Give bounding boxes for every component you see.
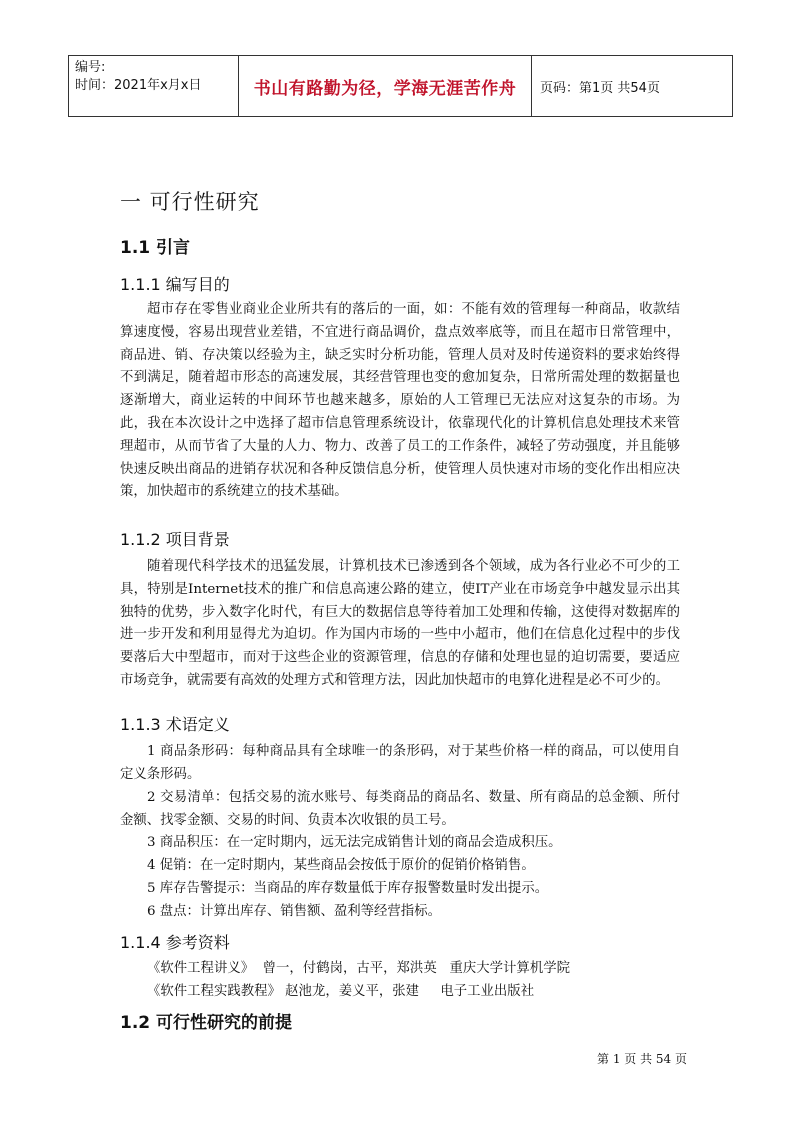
term-item: 1 商品条形码：每种商品具有全球唯一的条形码，对于某些价格一样的商品，可以使用自定义条形码。 xyxy=(120,744,680,782)
header-page-cell xyxy=(532,56,732,116)
chapter-title: 一 可行性研究 xyxy=(120,190,260,214)
subsection-heading-background: 1.1.2 项目背景 xyxy=(120,530,230,549)
paragraph-background: 随着现代科学技术的迅猛发展，计算机技术已渗透到各个领域，成为各行业必不可少的工具，特别是Internet技术的推广和信息高速公路的建立，使IT产业在市场竞争中越发显示出其独特的优势，步入数字化时代，有巨大的数据信息等待着加工处理和传输，这使得对数据库的进一步开发和利用显得尤为迫切。作为国内市场的一些中小超市，他们在信息化过程中的步伐要落后大中型超市，而对于这些企业的资源管理，信息的存储和处理也显的迫切需要，要适应市场竞争，就需要有高效的处理方式和管理方法，因此加快超市的电算化进程是必不可少的。 xyxy=(120,559,680,688)
header-page-label: 页码：第1页 共54页 xyxy=(540,80,660,96)
header-time-label: 时间：2021年x月x日 xyxy=(75,78,202,93)
term-item: 5 库存告警提示：当商品的库存数量低于库存报警数量时发出提示。 xyxy=(147,881,549,896)
section-heading-premise: 1.2 可行性研究的前提 xyxy=(120,1013,293,1033)
header-motto: 书山有路勤为径，学海无涯苦作舟 xyxy=(253,78,517,99)
subsection-heading-purpose: 1.1.1 编写目的 xyxy=(120,275,230,294)
header-motto-cell xyxy=(239,56,532,116)
term-item: 2 交易清单：包括交易的流水账号、每类商品的商品名、数量、所有商品的总金额、所付金额、找零金额、交易的时间、负责本次收银的员工号。 xyxy=(120,790,680,828)
paragraph-purpose: 超市存在零售业商业企业所共有的落后的一面，如：不能有效的管理每一种商品，收款结算速度慢，容易出现营业差错，不宜进行商品调价，盘点效率底等，而且在超市日常管理中，商品进、销、存决策以经验为主，缺乏实时分析功能，管理人员对及时传递资料的要求始终得不到满足，随着超市形态的高速发展，其经营管理也变的愈加复杂，日常所需处理的数据量也逐渐增大，商业运转的中间环节也越来越多，原始的人工管理已无法应对这复杂的市场。为此，我在本次设计之中选择了超市信息管理系统设计，依靠现代化的计算机信息处理技术来管理超市，从而节省了大量的人力、物力、改善了员工的工作条件，减轻了劳动强度，并且能够快速反映出商品的进销存状况和各种反馈信息分析，使管理人员快速对市场的变化作出相应决策，加快超市的系统建立的技术基础。 xyxy=(120,302,680,500)
reference-item: 《软件工程实践教程》 赵池龙，姜义平，张建 电子工业出版社 xyxy=(147,984,535,999)
subsection-heading-terms: 1.1.3 术语定义 xyxy=(120,715,230,734)
document-header-table xyxy=(68,55,733,117)
section-heading-intro: 1.1 引言 xyxy=(120,238,191,258)
term-item: 6 盘点：计算出库存、销售额、盈利等经营指标。 xyxy=(147,904,441,919)
subsection-heading-references: 1.1.4 参考资料 xyxy=(120,933,230,952)
term-item: 4 促销：在一定时期内，某些商品会按低于原价的促销价格销售。 xyxy=(147,858,535,873)
term-item: 3 商品积压：在一定时期内，远无法完成销售计划的商品会造成积压。 xyxy=(147,835,562,850)
reference-item: 《软件工程讲义》 曾一，付鹤岗，古平，郑洪英 重庆大学计算机学院 xyxy=(147,961,570,976)
header-number-label: 编号: xyxy=(75,60,106,75)
page-footer: 第 1 页 共 54 页 xyxy=(597,1052,687,1066)
header-meta-cell xyxy=(69,56,239,116)
